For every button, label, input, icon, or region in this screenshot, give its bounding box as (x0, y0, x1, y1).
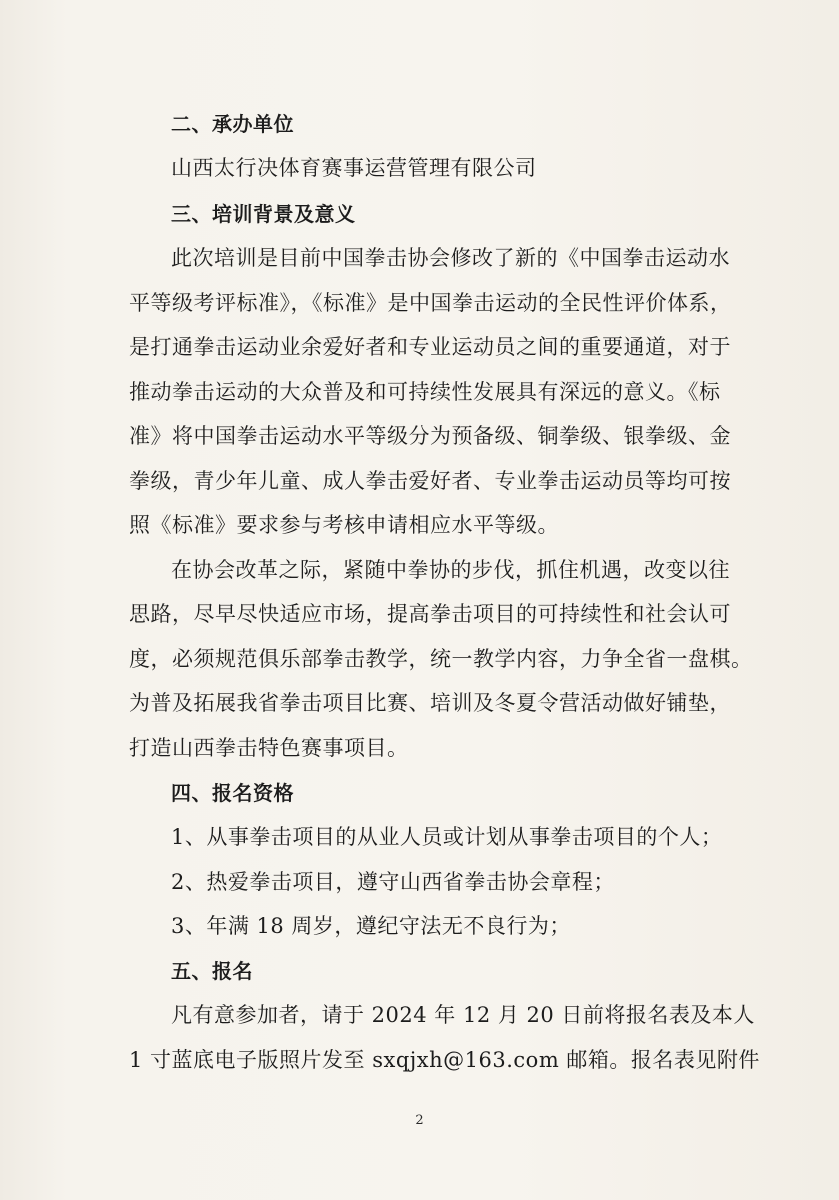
paragraph-line: 照《标准》要求参与考核申请相应水平等级。 (129, 513, 559, 537)
paragraph-line: 是打通拳击运动业余爱好者和专业运动员之间的重要通道，对于 (129, 335, 731, 359)
paragraph-line: 在协会改革之际，紧随中拳协的步伐，抓住机遇，改变以往 (171, 558, 730, 582)
paragraph-line: 凡有意参加者，请于 2024 年 12 月 20 日前将报名表及本人 (171, 1003, 755, 1027)
eligibility-item: 2、热爱拳击项目，遵守山西省拳击协会章程； (171, 870, 615, 894)
eligibility-item: 3、年满 18 周岁，遵纪守法无不良行为； (171, 914, 571, 938)
page-number: 2 (415, 1113, 424, 1128)
section-2-heading: 二、承办单位 (171, 112, 294, 136)
organizer-name: 山西太行决体育赛事运营管理有限公司 (171, 156, 537, 180)
section-5-heading: 五、报名 (171, 959, 253, 983)
paragraph-line: 思路，尽早尽快适应市场，提高拳击项目的可持续性和社会认可 (129, 602, 731, 626)
eligibility-item: 1、从事拳击项目的从业人员或计划从事拳击项目的个人； (171, 825, 723, 849)
paragraph-line: 度，必须规范俱乐部拳击教学，统一教学内容，力争全省一盘棋。 (129, 647, 753, 671)
paragraph-line: 为普及拓展我省拳击项目比赛、培训及冬夏令营活动做好铺垫， (129, 691, 731, 715)
section-4-heading: 四、报名资格 (171, 781, 294, 805)
paragraph-line: 准》将中国拳击运动水平等级分为预备级、铜拳级、银拳级、金 (129, 424, 731, 448)
paragraph-line: 打造山西拳击特色赛事项目。 (129, 736, 409, 760)
paragraph-line: 1 寸蓝底电子版照片发至 sxqjxh@163.com 邮箱。报名表见附件 (129, 1048, 760, 1072)
paragraph-line: 此次培训是目前中国拳击协会修改了新的《中国拳击运动水 (171, 246, 730, 270)
paragraph-line: 拳级，青少年儿童、成人拳击爱好者、专业拳击运动员等均可按 (129, 469, 731, 493)
paragraph-line: 平等级考评标准》，《标准》是中国拳击运动的全民性评价体系， (129, 291, 732, 315)
paragraph-line: 推动拳击运动的大众普及和可持续性发展具有深远的意义。《标 (129, 380, 721, 404)
section-3-heading: 三、培训背景及意义 (171, 202, 356, 226)
